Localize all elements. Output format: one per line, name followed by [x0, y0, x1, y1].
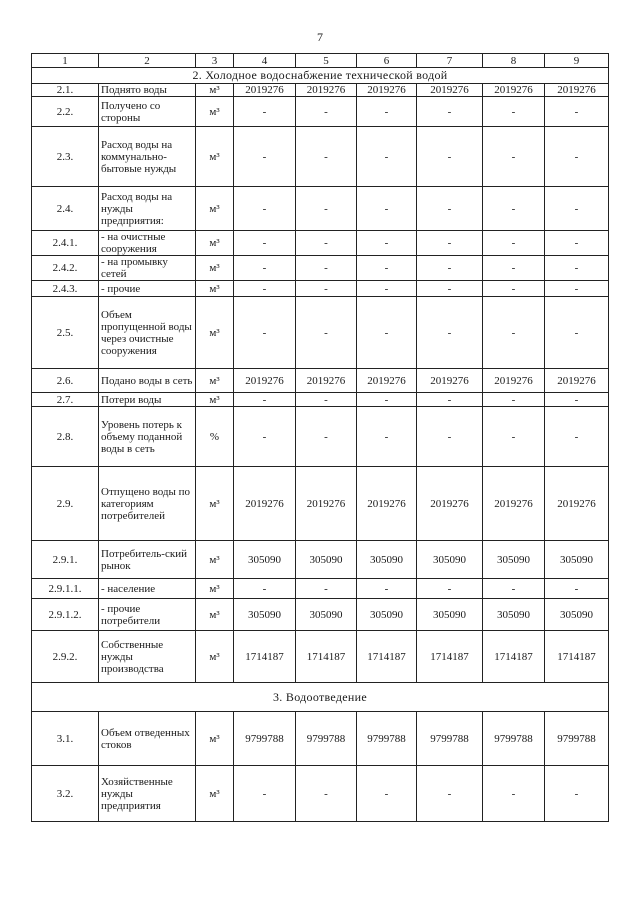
value-cell: - [234, 281, 296, 297]
value-cell: - [483, 127, 545, 187]
value-cell: - [545, 297, 609, 369]
value-cell: - [296, 97, 357, 127]
value-cell: 2019276 [417, 369, 483, 393]
value-cell: - [483, 281, 545, 297]
value-cell: 2019276 [296, 369, 357, 393]
row-number: 2.4.3. [32, 281, 99, 297]
column-header: 1 [32, 54, 99, 68]
row-unit: % [196, 407, 234, 467]
value-cell: - [483, 187, 545, 231]
value-cell: - [357, 579, 417, 599]
value-cell: - [417, 256, 483, 281]
value-cell: 2019276 [234, 369, 296, 393]
value-cell: - [357, 393, 417, 407]
value-cell: 1714187 [234, 631, 296, 683]
value-cell: - [483, 231, 545, 256]
value-cell: - [234, 407, 296, 467]
value-cell: - [417, 231, 483, 256]
value-cell: - [483, 97, 545, 127]
table-row [32, 281, 609, 297]
row-number: 2.2. [32, 97, 99, 127]
value-cell: - [483, 766, 545, 822]
row-name: Собственные нужды производства [99, 631, 196, 683]
table-row [32, 407, 609, 467]
row-number: 3.2. [32, 766, 99, 822]
value-cell: - [483, 579, 545, 599]
value-cell: - [234, 297, 296, 369]
value-cell: 305090 [296, 541, 357, 579]
value-cell: - [296, 127, 357, 187]
value-cell: - [296, 407, 357, 467]
row-unit: м³ [196, 369, 234, 393]
column-header: 7 [417, 54, 483, 68]
row-unit: м³ [196, 127, 234, 187]
value-cell: - [234, 187, 296, 231]
value-cell: 1714187 [296, 631, 357, 683]
value-cell: - [545, 407, 609, 467]
section-3-title: 3. Водоотведение [32, 683, 609, 712]
value-cell: - [357, 187, 417, 231]
value-cell: - [234, 231, 296, 256]
value-cell: - [417, 281, 483, 297]
row-name: Поднято воды [99, 84, 196, 97]
row-number: 2.4.2. [32, 256, 99, 281]
value-cell: - [234, 579, 296, 599]
value-cell: - [296, 231, 357, 256]
value-cell: 9799788 [545, 712, 609, 766]
section-heading-row [32, 68, 609, 84]
value-cell: 2019276 [483, 467, 545, 541]
value-cell: 2019276 [234, 467, 296, 541]
value-cell: 2019276 [483, 84, 545, 97]
column-header: 9 [545, 54, 609, 68]
value-cell: - [545, 579, 609, 599]
value-cell: 2019276 [483, 369, 545, 393]
value-cell: 2019276 [357, 467, 417, 541]
row-number: 2.4.1. [32, 231, 99, 256]
value-cell: - [545, 187, 609, 231]
table-row [32, 297, 609, 369]
table-row [32, 231, 609, 256]
value-cell: 2019276 [545, 369, 609, 393]
table-row [32, 84, 609, 97]
value-cell: - [545, 393, 609, 407]
table-row [32, 97, 609, 127]
value-cell: 305090 [545, 541, 609, 579]
value-cell: 2019276 [296, 84, 357, 97]
value-cell: 305090 [483, 599, 545, 631]
table-row [32, 187, 609, 231]
column-header: 5 [296, 54, 357, 68]
value-cell: 9799788 [417, 712, 483, 766]
row-unit: м³ [196, 541, 234, 579]
value-cell: - [357, 127, 417, 187]
column-number-row [32, 54, 609, 68]
row-number: 2.3. [32, 127, 99, 187]
row-number: 2.1. [32, 84, 99, 97]
row-unit: м³ [196, 97, 234, 127]
row-name: Потребитель-ский рынок [99, 541, 196, 579]
table-row [32, 599, 609, 631]
value-cell: 305090 [234, 599, 296, 631]
row-name: Объем пропущенной воды через очистные сооружения [99, 297, 196, 369]
row-unit: м³ [196, 766, 234, 822]
table-row [32, 541, 609, 579]
row-unit: м³ [196, 84, 234, 97]
water-balance-table [31, 53, 609, 822]
value-cell: - [483, 393, 545, 407]
value-cell: - [296, 579, 357, 599]
table-row [32, 631, 609, 683]
value-cell: 2019276 [417, 467, 483, 541]
value-cell: - [545, 127, 609, 187]
value-cell: 305090 [357, 541, 417, 579]
value-cell: 1714187 [483, 631, 545, 683]
value-cell: - [545, 231, 609, 256]
section-heading-row [32, 683, 609, 712]
table-row [32, 127, 609, 187]
row-number: 2.9.1. [32, 541, 99, 579]
section-2-title: 2. Холодное водоснабжение технической водой [32, 68, 609, 84]
value-cell: - [417, 127, 483, 187]
value-cell: - [296, 281, 357, 297]
value-cell: 305090 [417, 599, 483, 631]
value-cell: 1714187 [545, 631, 609, 683]
row-name: - прочие [99, 281, 196, 297]
row-unit: м³ [196, 281, 234, 297]
row-name: - население [99, 579, 196, 599]
value-cell: - [483, 407, 545, 467]
row-name: Уровень потерь к объему поданной воды в сеть [99, 407, 196, 467]
value-cell: - [234, 393, 296, 407]
value-cell: 9799788 [357, 712, 417, 766]
row-number: 2.9.1.1. [32, 579, 99, 599]
value-cell: - [417, 97, 483, 127]
value-cell: - [234, 766, 296, 822]
value-cell: 305090 [417, 541, 483, 579]
table-row [32, 766, 609, 822]
value-cell: 2019276 [357, 369, 417, 393]
value-cell: - [483, 256, 545, 281]
value-cell: 305090 [545, 599, 609, 631]
value-cell: - [417, 579, 483, 599]
value-cell: - [545, 766, 609, 822]
value-cell: - [417, 187, 483, 231]
value-cell: - [357, 281, 417, 297]
row-unit: м³ [196, 187, 234, 231]
value-cell: - [296, 297, 357, 369]
row-unit: м³ [196, 393, 234, 407]
value-cell: - [357, 231, 417, 256]
row-name: Получено со стороны [99, 97, 196, 127]
row-number: 2.9. [32, 467, 99, 541]
row-number: 2.9.2. [32, 631, 99, 683]
row-number: 2.9.1.2. [32, 599, 99, 631]
value-cell: - [545, 256, 609, 281]
page-number: 7 [317, 30, 323, 44]
value-cell: - [545, 97, 609, 127]
row-number: 2.5. [32, 297, 99, 369]
row-unit: м³ [196, 256, 234, 281]
value-cell: - [234, 97, 296, 127]
value-cell: - [483, 297, 545, 369]
value-cell: 9799788 [234, 712, 296, 766]
value-cell: - [357, 407, 417, 467]
row-unit: м³ [196, 579, 234, 599]
row-name: Расход воды на коммунально-бытовые нужды [99, 127, 196, 187]
row-number: 3.1. [32, 712, 99, 766]
row-unit: м³ [196, 231, 234, 256]
row-name: - на очистные сооружения [99, 231, 196, 256]
value-cell: - [545, 281, 609, 297]
row-number: 2.8. [32, 407, 99, 467]
value-cell: - [357, 97, 417, 127]
row-unit: м³ [196, 631, 234, 683]
column-header: 3 [196, 54, 234, 68]
row-number: 2.6. [32, 369, 99, 393]
table-row [32, 467, 609, 541]
value-cell: 2019276 [234, 84, 296, 97]
row-name: - на промывку сетей [99, 256, 196, 281]
value-cell: 305090 [234, 541, 296, 579]
table-row [32, 712, 609, 766]
value-cell: - [296, 187, 357, 231]
row-number: 2.4. [32, 187, 99, 231]
row-name: Хозяйственные нужды предприятия [99, 766, 196, 822]
value-cell: 305090 [357, 599, 417, 631]
value-cell: - [296, 766, 357, 822]
value-cell: 2019276 [417, 84, 483, 97]
value-cell: 9799788 [483, 712, 545, 766]
column-header: 8 [483, 54, 545, 68]
column-header: 2 [99, 54, 196, 68]
row-name: Подано воды в сеть [99, 369, 196, 393]
row-unit: м³ [196, 599, 234, 631]
value-cell: 1714187 [357, 631, 417, 683]
row-name: Потери воды [99, 393, 196, 407]
value-cell: - [357, 297, 417, 369]
row-unit: м³ [196, 712, 234, 766]
value-cell: - [417, 766, 483, 822]
row-name: - прочие потребители [99, 599, 196, 631]
row-name: Расход воды на нужды предприятия: [99, 187, 196, 231]
value-cell: - [234, 127, 296, 187]
row-unit: м³ [196, 297, 234, 369]
value-cell: - [357, 766, 417, 822]
value-cell: - [417, 393, 483, 407]
table-row [32, 256, 609, 281]
row-number: 2.7. [32, 393, 99, 407]
value-cell: - [296, 393, 357, 407]
value-cell: 2019276 [545, 467, 609, 541]
value-cell: 2019276 [296, 467, 357, 541]
row-name: Отпущено воды по категориям потребителей [99, 467, 196, 541]
value-cell: 1714187 [417, 631, 483, 683]
table-row [32, 369, 609, 393]
value-cell: 2019276 [357, 84, 417, 97]
table-row [32, 579, 609, 599]
value-cell: - [234, 256, 296, 281]
value-cell: 9799788 [296, 712, 357, 766]
value-cell: - [357, 256, 417, 281]
column-header: 6 [357, 54, 417, 68]
row-name: Объем отведенных стоков [99, 712, 196, 766]
value-cell: - [417, 407, 483, 467]
row-unit: м³ [196, 467, 234, 541]
table-row [32, 393, 609, 407]
column-header: 4 [234, 54, 296, 68]
value-cell: - [417, 297, 483, 369]
value-cell: 305090 [483, 541, 545, 579]
value-cell: 2019276 [545, 84, 609, 97]
value-cell: 305090 [296, 599, 357, 631]
value-cell: - [296, 256, 357, 281]
